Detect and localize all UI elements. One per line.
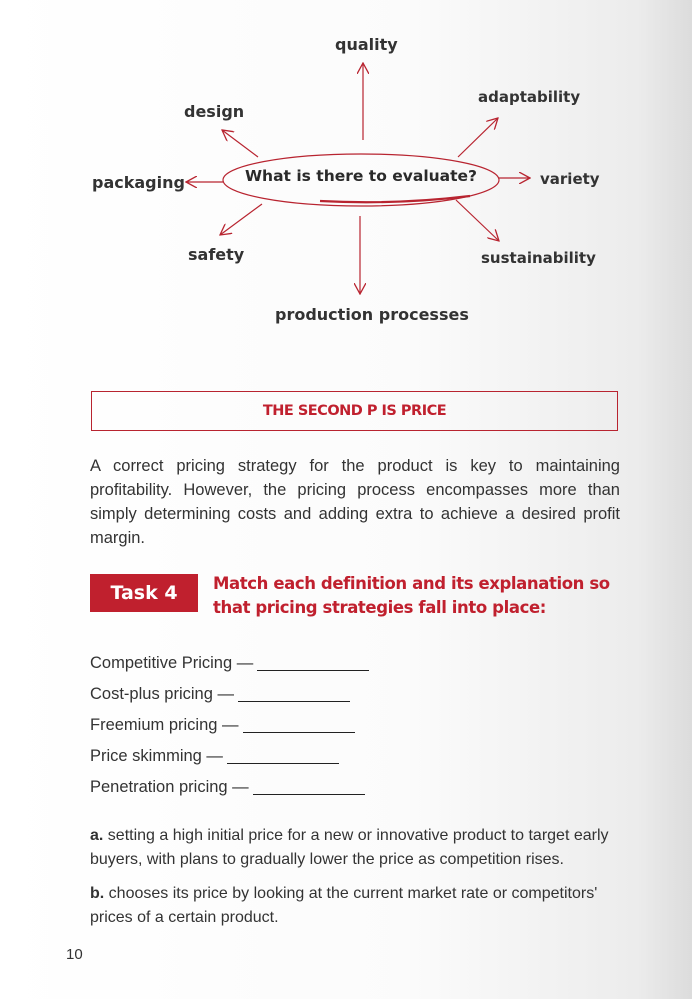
definition-letter: b.	[90, 885, 105, 902]
answer-blank[interactable]	[227, 749, 339, 764]
definition-a	[90, 824, 620, 872]
task-badge	[90, 574, 198, 612]
list-item	[90, 710, 369, 741]
term-label: Penetration pricing —	[90, 778, 249, 796]
arrow-sustainability	[456, 200, 499, 241]
list-item	[90, 648, 369, 679]
arrow-adaptability	[458, 118, 498, 157]
definition-letter: a.	[90, 827, 104, 844]
arrow-design	[222, 130, 258, 157]
section-title: THE SECOND P IS PRICE	[262, 403, 447, 419]
mindmap-branch-variety: variety	[540, 170, 600, 188]
answer-blank[interactable]	[253, 780, 365, 795]
mindmap-branch-adaptability: adaptability	[478, 88, 581, 106]
answer-blank[interactable]	[243, 718, 355, 733]
list-item	[90, 741, 369, 772]
ellipse-underline	[320, 196, 470, 202]
matching-list	[90, 648, 369, 803]
arrow-safety	[220, 204, 262, 235]
mindmap-center-label: What is there to evaluate?	[244, 167, 478, 185]
task-instruction: Match each definition and its explanation so that pricing strategies fall into place:	[213, 574, 610, 617]
intro-paragraph: A correct pricing strategy for the product is key to maintaining profitability. However, the pricing process encompasses more than simply determining costs and adding extra to achieve a desired profit margin.	[90, 457, 620, 547]
answer-blank[interactable]	[238, 687, 350, 702]
list-item	[90, 772, 369, 803]
section-header	[91, 391, 618, 431]
mindmap-branch-safety: safety	[188, 245, 245, 264]
mindmap-branch-packaging: packaging	[92, 173, 185, 192]
mindmap-branch-quality: quality	[335, 35, 398, 54]
page-number: 10	[66, 946, 83, 963]
term-label: Freemium pricing —	[90, 716, 239, 734]
definition-text: setting a high initial price for a new or innovative product to target early buyers, with plans to gradually lower the price as competition rises.	[90, 827, 609, 868]
mindmap-branch-production: production processes	[275, 305, 469, 324]
mindmap-branch-sustainability: sustainability	[481, 249, 596, 267]
definition-text: chooses its price by looking at the current market rate or competitors' prices of a certain product.	[90, 885, 598, 926]
answer-blank[interactable]	[257, 656, 369, 671]
term-label: Price skimming —	[90, 747, 223, 765]
task-label: Task 4	[110, 582, 178, 604]
mindmap-branch-design: design	[184, 102, 245, 121]
list-item	[90, 679, 369, 710]
term-label: Cost-plus pricing —	[90, 685, 234, 703]
definition-b	[90, 882, 620, 930]
term-label: Competitive Pricing —	[90, 654, 254, 672]
